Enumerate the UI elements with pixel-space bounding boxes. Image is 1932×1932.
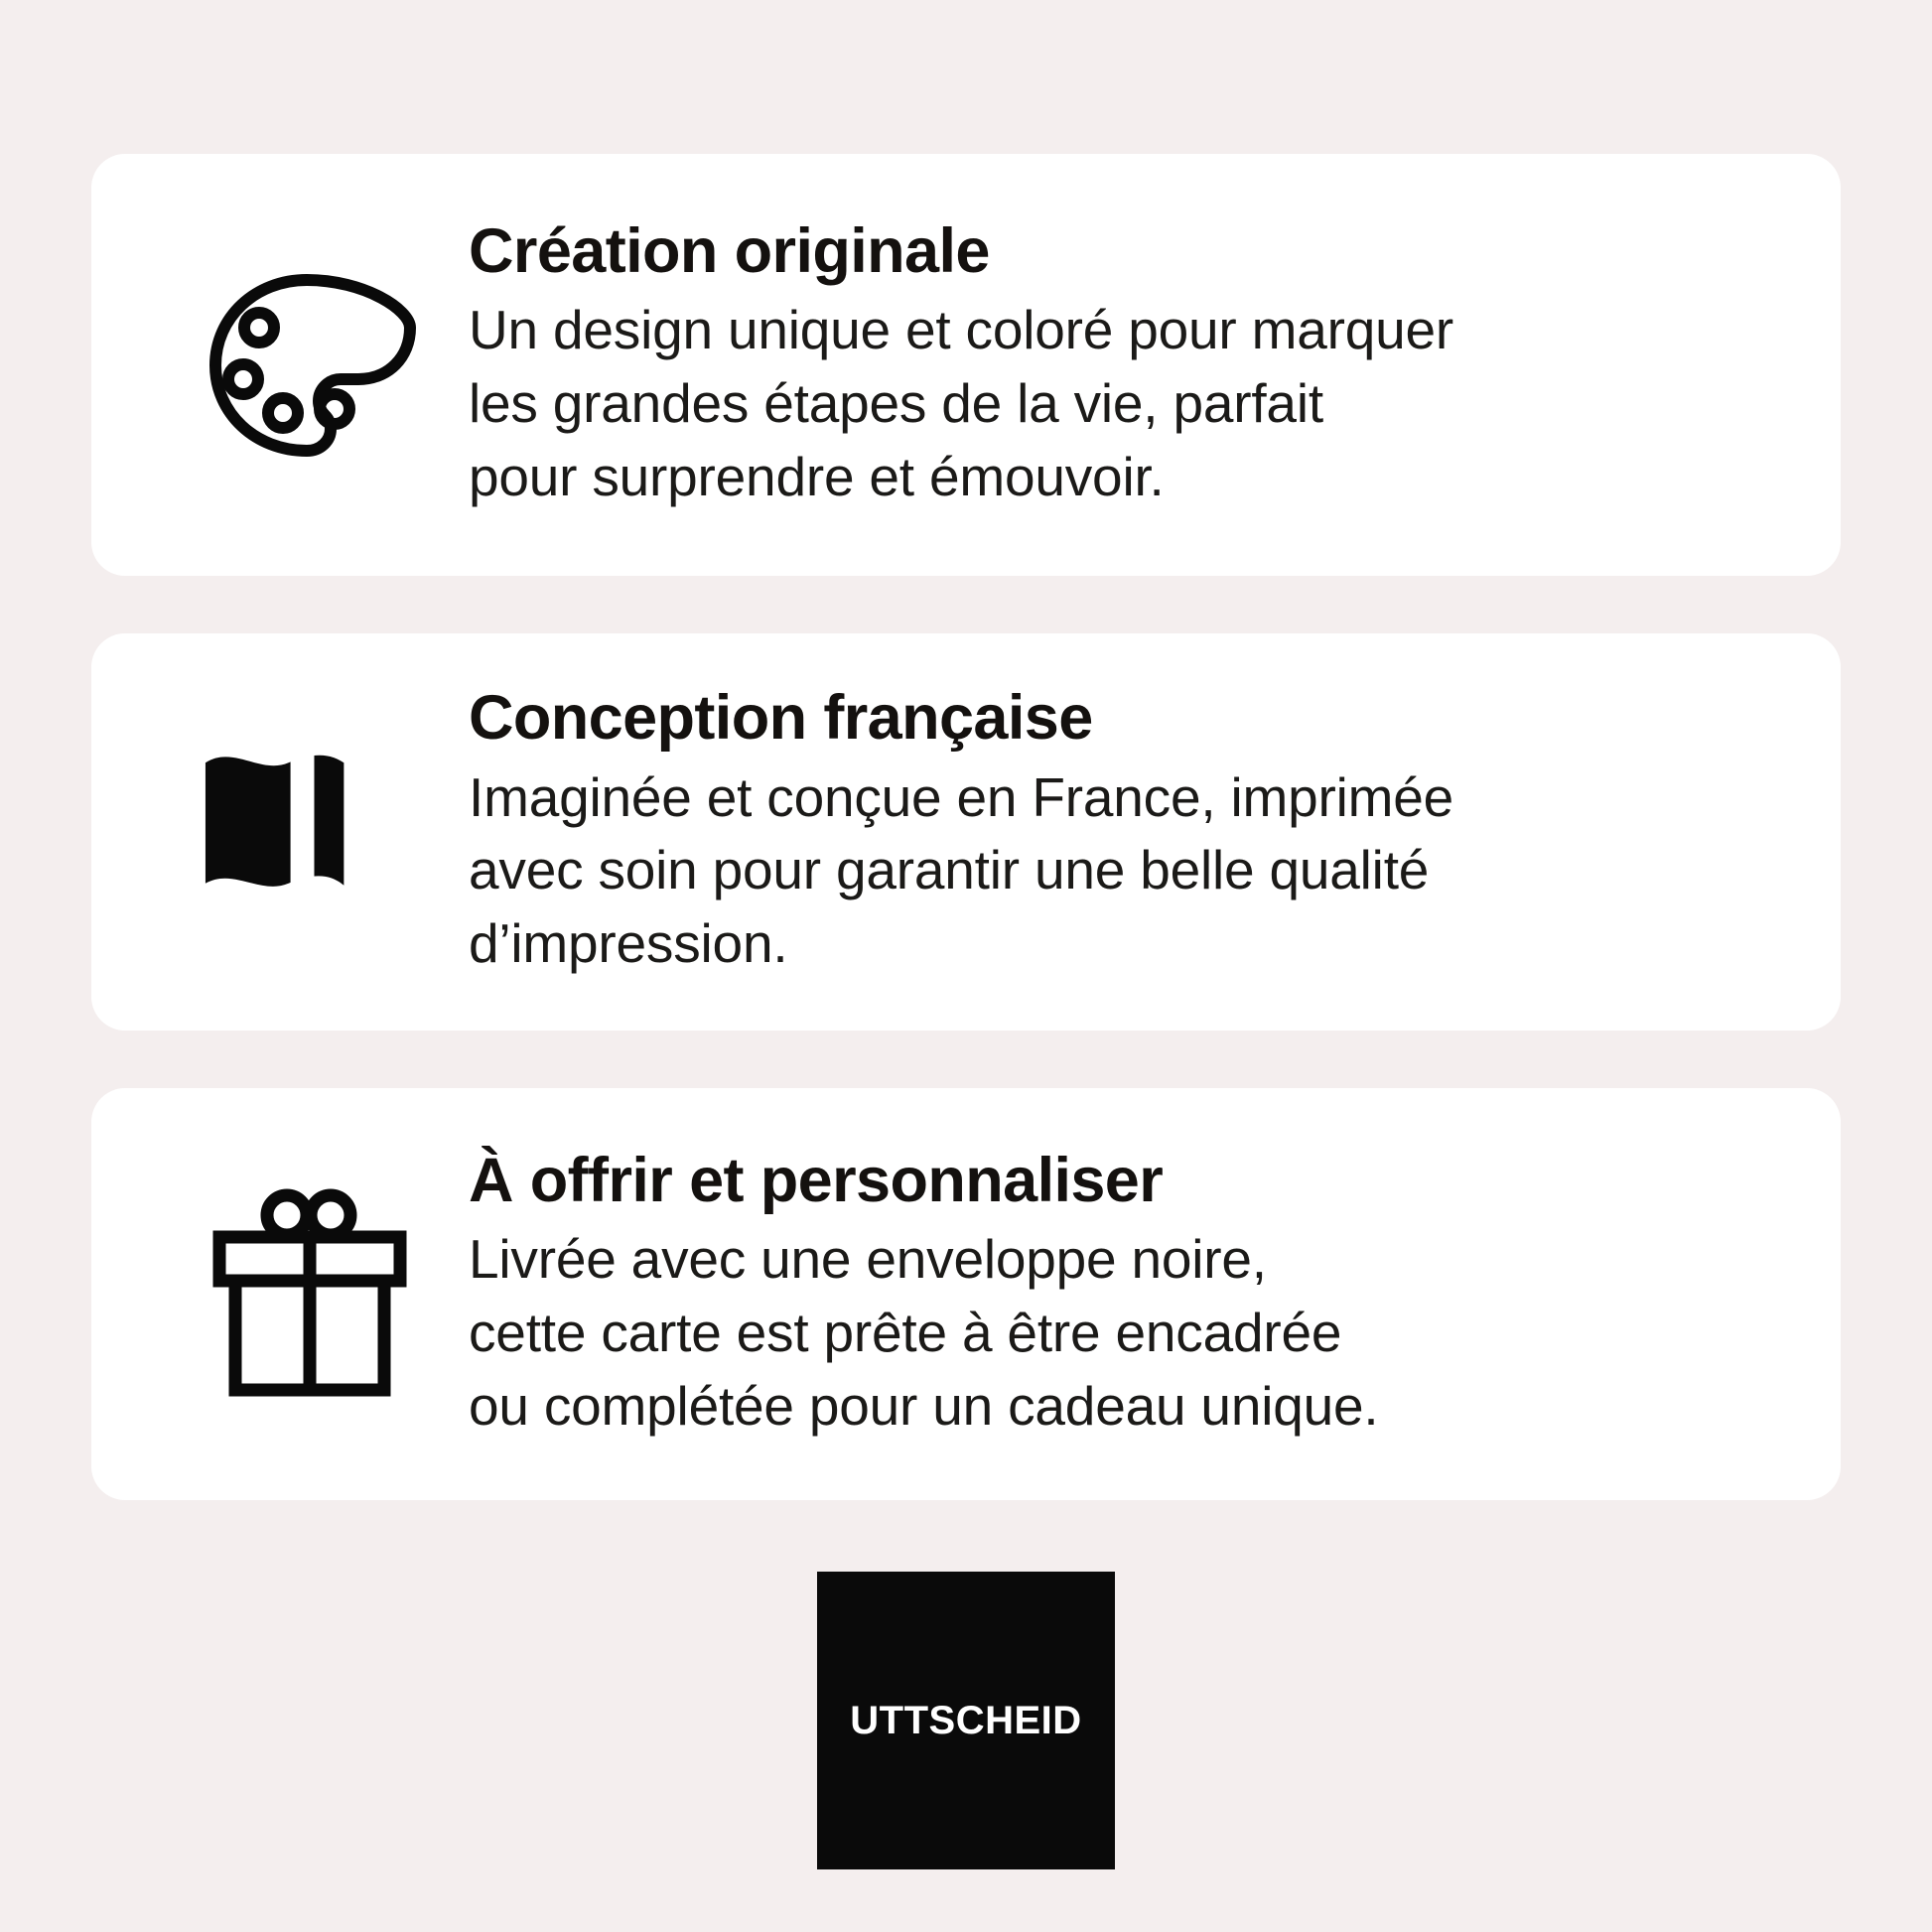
description-line: d’impression. [469, 912, 788, 975]
brand-logo [817, 1572, 1115, 1869]
feature-card-text [459, 216, 1781, 514]
feature-card-text [459, 683, 1781, 981]
description-line: ou complétée pour un cadeau unique. [469, 1374, 1379, 1437]
feature-card-creation-originale [91, 154, 1841, 576]
feature-card-description [469, 1223, 1781, 1443]
feature-card-text [459, 1146, 1781, 1444]
description-line: Livrée avec une enveloppe noire, [469, 1228, 1267, 1291]
description-line: pour surprendre et émouvoir. [469, 445, 1165, 507]
description-line: avec soin pour garantir une belle qualité [469, 839, 1430, 901]
description-line: cette carte est prête à être encadrée [469, 1301, 1342, 1363]
palette-icon [161, 266, 459, 465]
brand-name: UTTSCHEID [850, 1698, 1082, 1742]
feature-card-description [469, 761, 1781, 981]
feature-card-title: Conception française [469, 683, 1093, 754]
french-flag-icon [161, 743, 459, 921]
description-line: Un design unique et coloré pour marquer [469, 299, 1453, 361]
feature-card-title: À offrir et personnaliser [469, 1145, 1164, 1215]
feature-card-title: Création originale [469, 215, 990, 286]
feature-card-conception-francaise [91, 633, 1841, 1031]
feature-card-description [469, 294, 1781, 513]
gift-icon [161, 1185, 459, 1404]
feature-card-a-offrir-et-personnaliser [91, 1088, 1841, 1500]
brand-area [91, 1572, 1841, 1869]
description-line: les grandes étapes de la vie, parfait [469, 371, 1323, 434]
description-line: Imaginée et conçue en France, imprimée [469, 765, 1454, 828]
